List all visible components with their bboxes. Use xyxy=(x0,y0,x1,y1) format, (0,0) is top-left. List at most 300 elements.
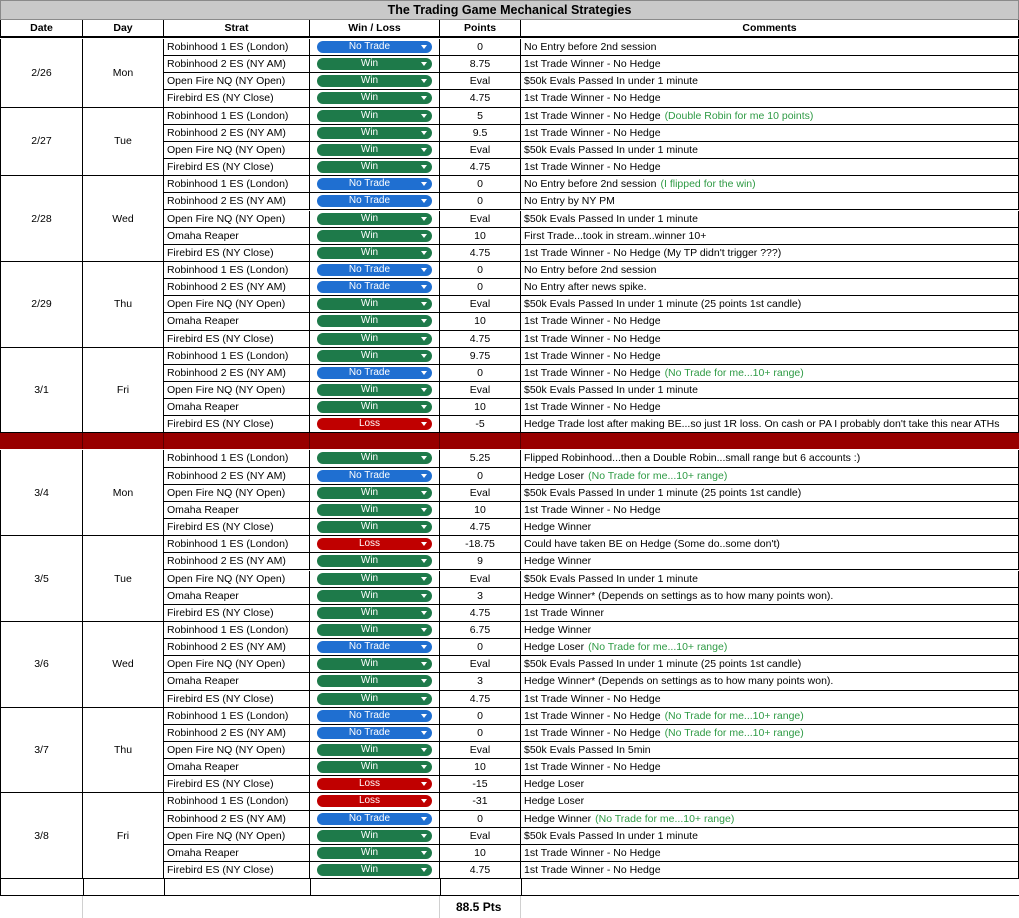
chevron-down-icon xyxy=(421,251,427,255)
status-label: Win xyxy=(360,658,379,670)
points-cell: Eval xyxy=(440,656,521,673)
comment-cell xyxy=(521,793,1019,810)
comment-cell xyxy=(521,845,1019,862)
comment-cell xyxy=(521,176,1019,193)
comment-text: Hedge Trade lost after making BE...so just 1R loss. On cash or PA I probably don't take this near ATHs xyxy=(524,418,1000,431)
status-label: No Trade xyxy=(348,263,391,275)
win-loss-cell xyxy=(310,811,440,828)
win-loss-cell xyxy=(310,331,440,348)
win-loss-cell xyxy=(310,502,440,519)
status-dropdown[interactable] xyxy=(317,367,432,379)
status-dropdown[interactable] xyxy=(317,658,432,670)
comment-text: Hedge Loser xyxy=(524,641,585,654)
date-cell: 3/7 xyxy=(0,708,83,794)
points-cell: 0 xyxy=(440,39,521,56)
status-label: Win xyxy=(360,246,379,258)
strat-cell: Firebird ES (NY Close) xyxy=(164,519,310,536)
comment-text: 1st Trade Winner - No Hedge xyxy=(524,864,661,877)
chevron-down-icon xyxy=(421,628,427,632)
comment-note: (No Trade for me...10+ range) xyxy=(595,812,735,825)
comment-text: 1st Trade Winner xyxy=(524,606,604,619)
day-cell: Thu xyxy=(83,708,164,794)
date-cell: 2/28 xyxy=(0,176,83,262)
win-loss-cell xyxy=(310,228,440,245)
strat-cell: Robinhood 1 ES (London) xyxy=(164,622,310,639)
status-label: Win xyxy=(360,58,379,70)
points-cell: 4.75 xyxy=(440,519,521,536)
points-cell: 3 xyxy=(440,588,521,605)
status-label: Win xyxy=(360,555,379,567)
comment-text: No Entry after news spike. xyxy=(524,281,647,294)
chevron-down-icon xyxy=(421,148,427,152)
comment-note: (I flipped for the win) xyxy=(660,178,756,191)
win-loss-cell xyxy=(310,108,440,125)
strat-cell: Robinhood 2 ES (NY AM) xyxy=(164,725,310,742)
status-label: Win xyxy=(360,349,379,361)
points-cell: 6.75 xyxy=(440,622,521,639)
strat-cell: Firebird ES (NY Close) xyxy=(164,159,310,176)
win-loss-cell xyxy=(310,245,440,262)
chevron-down-icon xyxy=(421,559,427,563)
strat-cell: Omaha Reaper xyxy=(164,845,310,862)
status-dropdown[interactable] xyxy=(317,847,432,859)
points-cell: Eval xyxy=(440,485,521,502)
status-dropdown[interactable] xyxy=(317,75,432,87)
status-dropdown[interactable] xyxy=(317,247,432,259)
comment-text: No Entry before 2nd session xyxy=(524,178,657,191)
status-dropdown[interactable] xyxy=(317,401,432,413)
chevron-down-icon xyxy=(421,697,427,701)
chevron-down-icon xyxy=(421,851,427,855)
status-dropdown[interactable] xyxy=(317,487,432,499)
date-cell: 3/5 xyxy=(0,536,83,622)
win-loss-cell xyxy=(310,639,440,656)
status-label: Win xyxy=(360,589,379,601)
status-dropdown[interactable] xyxy=(317,830,432,842)
win-loss-cell xyxy=(310,176,440,193)
separator-gridline xyxy=(309,433,310,449)
comment-cell xyxy=(521,571,1019,588)
chevron-down-icon xyxy=(421,388,427,392)
comment-text: First Trade...took in stream..winner 10+ xyxy=(524,229,707,242)
win-loss-cell xyxy=(310,365,440,382)
status-label: No Trade xyxy=(348,41,391,52)
chevron-down-icon xyxy=(421,199,427,203)
chevron-down-icon xyxy=(421,508,427,512)
strat-cell: Robinhood 1 ES (London) xyxy=(164,39,310,56)
status-dropdown[interactable] xyxy=(317,538,432,550)
win-loss-cell xyxy=(310,656,440,673)
comment-cell xyxy=(521,399,1019,416)
points-cell: -18.75 xyxy=(440,536,521,553)
chevron-down-icon xyxy=(421,371,427,375)
status-label: Win xyxy=(360,744,379,755)
comment-text: 1st Trade Winner - No Hedge xyxy=(524,726,661,739)
date-cell: 3/1 xyxy=(0,348,83,434)
chevron-down-icon xyxy=(421,817,427,821)
status-label: No Trade xyxy=(348,812,391,824)
status-dropdown[interactable] xyxy=(317,41,432,53)
points-cell: Eval xyxy=(440,142,521,159)
win-loss-cell xyxy=(310,485,440,502)
chevron-down-icon xyxy=(421,114,427,118)
chevron-down-icon xyxy=(421,319,427,323)
points-cell: Eval xyxy=(440,828,521,845)
comment-cell xyxy=(521,450,1019,467)
chevron-down-icon xyxy=(421,131,427,135)
separator-gridline xyxy=(439,433,440,449)
strat-cell: Robinhood 1 ES (London) xyxy=(164,793,310,810)
chevron-down-icon xyxy=(421,45,427,49)
status-dropdown[interactable] xyxy=(317,675,432,687)
comment-text: $50k Evals Passed In under 1 minute xyxy=(524,75,698,88)
strat-cell: Robinhood 1 ES (London) xyxy=(164,176,310,193)
chevron-down-icon xyxy=(421,405,427,409)
points-cell: Eval xyxy=(440,73,521,90)
comment-cell xyxy=(521,348,1019,365)
gridline xyxy=(82,896,83,918)
comment-text: Hedge Winner xyxy=(524,812,592,825)
status-dropdown[interactable] xyxy=(317,418,432,430)
strat-cell: Omaha Reaper xyxy=(164,313,310,330)
status-dropdown[interactable] xyxy=(317,555,432,567)
chevron-down-icon xyxy=(421,782,427,786)
day-cell: Wed xyxy=(83,622,164,708)
win-loss-cell xyxy=(310,56,440,73)
strat-cell: Open Fire NQ (NY Open) xyxy=(164,382,310,399)
comment-note: (Double Robin for me 10 points) xyxy=(664,109,814,122)
status-label: Win xyxy=(360,315,379,327)
comment-cell xyxy=(521,90,1019,107)
points-cell: Eval xyxy=(440,211,521,228)
status-label: Win xyxy=(360,298,379,310)
status-dropdown[interactable] xyxy=(317,58,432,70)
total-row xyxy=(0,896,1019,918)
points-cell: 0 xyxy=(440,279,521,296)
chevron-down-icon xyxy=(421,714,427,718)
comment-cell xyxy=(521,502,1019,519)
status-dropdown[interactable] xyxy=(317,230,432,242)
status-dropdown[interactable] xyxy=(317,607,432,619)
comment-cell xyxy=(521,142,1019,159)
status-dropdown[interactable] xyxy=(317,813,432,825)
strat-cell: Robinhood 1 ES (London) xyxy=(164,262,310,279)
strat-cell: Firebird ES (NY Close) xyxy=(164,416,310,433)
status-label: Loss xyxy=(358,538,381,550)
strat-cell: Robinhood 1 ES (London) xyxy=(164,108,310,125)
points-cell: 5.25 xyxy=(440,450,521,467)
status-label: No Trade xyxy=(348,469,391,481)
status-dropdown[interactable] xyxy=(317,333,432,345)
comment-cell xyxy=(521,245,1019,262)
status-label: Win xyxy=(360,92,379,104)
status-dropdown[interactable] xyxy=(317,178,432,190)
status-label: Win xyxy=(360,572,379,584)
sheet-title: The Trading Game Mechanical Strategies xyxy=(0,0,1019,20)
points-cell: 10 xyxy=(440,228,521,245)
strat-cell: Open Fire NQ (NY Open) xyxy=(164,571,310,588)
strat-cell: Robinhood 2 ES (NY AM) xyxy=(164,468,310,485)
strat-cell: Omaha Reaper xyxy=(164,399,310,416)
status-label: No Trade xyxy=(348,281,391,293)
status-dropdown[interactable] xyxy=(317,521,432,533)
win-loss-cell xyxy=(310,759,440,776)
win-loss-cell xyxy=(310,399,440,416)
comment-note: (No Trade for me...10+ range) xyxy=(664,726,804,739)
comment-note: (No Trade for me...10+ range) xyxy=(588,641,728,654)
comment-note: (No Trade for me...10+ range) xyxy=(664,709,804,722)
comment-cell xyxy=(521,56,1019,73)
strat-cell: Open Fire NQ (NY Open) xyxy=(164,73,310,90)
day-cell: Wed xyxy=(83,176,164,262)
status-dropdown[interactable] xyxy=(317,573,432,585)
win-loss-cell xyxy=(310,416,440,433)
status-dropdown[interactable] xyxy=(317,761,432,773)
status-dropdown[interactable] xyxy=(317,384,432,396)
chevron-down-icon xyxy=(421,285,427,289)
strat-cell: Firebird ES (NY Close) xyxy=(164,691,310,708)
strat-cell: Omaha Reaper xyxy=(164,588,310,605)
win-loss-cell xyxy=(310,313,440,330)
status-dropdown[interactable] xyxy=(317,195,432,207)
strat-cell: Robinhood 1 ES (London) xyxy=(164,348,310,365)
win-loss-cell xyxy=(310,776,440,793)
status-dropdown[interactable] xyxy=(317,470,432,482)
comment-cell xyxy=(521,39,1019,56)
status-dropdown[interactable] xyxy=(317,778,432,790)
comment-cell xyxy=(521,125,1019,142)
status-dropdown[interactable] xyxy=(317,590,432,602)
status-dropdown[interactable] xyxy=(317,298,432,310)
date-cell: 3/6 xyxy=(0,622,83,708)
chevron-down-icon xyxy=(421,217,427,221)
points-cell: 0 xyxy=(440,468,521,485)
comment-cell xyxy=(521,811,1019,828)
day-cell: Fri xyxy=(83,348,164,434)
comment-text: $50k Evals Passed In under 1 minute xyxy=(524,829,698,842)
points-cell: 10 xyxy=(440,759,521,776)
status-label: No Trade xyxy=(348,726,391,738)
strat-cell: Robinhood 1 ES (London) xyxy=(164,708,310,725)
strat-cell: Firebird ES (NY Close) xyxy=(164,90,310,107)
points-cell: 10 xyxy=(440,845,521,862)
strat-cell: Robinhood 2 ES (NY AM) xyxy=(164,365,310,382)
comment-cell xyxy=(521,862,1019,879)
status-label: Win xyxy=(360,846,379,858)
comment-note: (No Trade for me...10+ range) xyxy=(664,366,804,379)
status-dropdown[interactable] xyxy=(317,127,432,139)
comment-text: $50k Evals Passed In under 1 minute (25 points 1st candle) xyxy=(524,486,802,499)
status-dropdown[interactable] xyxy=(317,92,432,104)
win-loss-cell xyxy=(310,845,440,862)
status-dropdown[interactable] xyxy=(317,624,432,636)
strat-cell: Firebird ES (NY Close) xyxy=(164,245,310,262)
status-label: No Trade xyxy=(348,195,391,207)
strat-cell: Robinhood 2 ES (NY AM) xyxy=(164,193,310,210)
points-cell: 4.75 xyxy=(440,862,521,879)
separator-gridline xyxy=(520,433,521,449)
strat-cell: Robinhood 2 ES (NY AM) xyxy=(164,553,310,570)
status-dropdown[interactable] xyxy=(317,350,432,362)
win-loss-cell xyxy=(310,519,440,536)
comment-cell xyxy=(521,622,1019,639)
comment-cell xyxy=(521,639,1019,656)
win-loss-cell xyxy=(310,193,440,210)
chevron-down-icon xyxy=(421,525,427,529)
chevron-down-icon xyxy=(421,422,427,426)
strat-cell: Open Fire NQ (NY Open) xyxy=(164,296,310,313)
win-loss-cell xyxy=(310,211,440,228)
points-cell: 4.75 xyxy=(440,605,521,622)
comment-text: Hedge Winner xyxy=(524,623,592,636)
points-cell: 0 xyxy=(440,193,521,210)
comment-text: 1st Trade Winner - No Hedge xyxy=(524,315,661,328)
points-cell: 0 xyxy=(440,176,521,193)
comment-text: Flipped Robinhood...then a Double Robin...small range but 6 accounts :) xyxy=(524,452,861,465)
status-dropdown[interactable] xyxy=(317,452,432,464)
comment-text: Hedge Winner* (Depends on settings as to how many points won). xyxy=(524,675,834,688)
chevron-down-icon xyxy=(421,62,427,66)
win-loss-cell xyxy=(310,708,440,725)
status-dropdown[interactable] xyxy=(317,315,432,327)
points-cell: 0 xyxy=(440,811,521,828)
gridline xyxy=(83,879,84,895)
comment-text: 1st Trade Winner - No Hedge xyxy=(524,846,661,859)
status-dropdown[interactable] xyxy=(317,641,432,653)
win-loss-cell xyxy=(310,588,440,605)
win-loss-cell xyxy=(310,862,440,879)
chevron-down-icon xyxy=(421,594,427,598)
chevron-down-icon xyxy=(421,834,427,838)
comment-text: No Entry by NY PM xyxy=(524,195,615,208)
status-label: Loss xyxy=(358,418,381,430)
comment-cell xyxy=(521,159,1019,176)
comment-text: Hedge Winner* (Depends on settings as to how many points won). xyxy=(524,589,834,602)
points-cell: 9.5 xyxy=(440,125,521,142)
status-label: Win xyxy=(360,503,379,515)
comment-text: No Entry before 2nd session xyxy=(524,41,657,53)
status-label: Win xyxy=(360,384,379,395)
header-comments: Comments xyxy=(521,20,1019,38)
strat-cell: Open Fire NQ (NY Open) xyxy=(164,142,310,159)
comment-cell xyxy=(521,691,1019,708)
points-cell: 4.75 xyxy=(440,331,521,348)
comment-cell xyxy=(521,588,1019,605)
chevron-down-icon xyxy=(421,748,427,752)
win-loss-cell xyxy=(310,622,440,639)
win-loss-cell xyxy=(310,673,440,690)
status-dropdown[interactable] xyxy=(317,264,432,276)
date-cell: 2/26 xyxy=(0,39,83,108)
strat-cell: Open Fire NQ (NY Open) xyxy=(164,211,310,228)
comment-cell xyxy=(521,553,1019,570)
points-cell: 10 xyxy=(440,399,521,416)
status-dropdown[interactable] xyxy=(317,693,432,705)
chevron-down-icon xyxy=(421,542,427,546)
status-label: Win xyxy=(360,521,379,533)
comment-text: 1st Trade Winner - No Hedge xyxy=(524,92,661,105)
status-dropdown[interactable] xyxy=(317,864,432,876)
status-label: Win xyxy=(360,452,379,464)
day-cell: Mon xyxy=(83,39,164,108)
comment-cell xyxy=(521,485,1019,502)
comment-text: 1st Trade Winner - No Hedge xyxy=(524,161,661,174)
status-label: No Trade xyxy=(348,709,391,721)
gridline xyxy=(520,896,521,918)
status-label: No Trade xyxy=(348,641,391,653)
comment-cell xyxy=(521,108,1019,125)
status-dropdown[interactable] xyxy=(317,710,432,722)
win-loss-cell xyxy=(310,39,440,56)
status-dropdown[interactable] xyxy=(317,795,432,807)
status-label: Win xyxy=(360,126,379,138)
comment-cell xyxy=(521,656,1019,673)
strat-cell: Robinhood 2 ES (NY AM) xyxy=(164,811,310,828)
comment-text: $50k Evals Passed In under 1 minute xyxy=(524,143,698,156)
comment-cell xyxy=(521,605,1019,622)
comment-cell xyxy=(521,468,1019,485)
status-dropdown[interactable] xyxy=(317,281,432,293)
chevron-down-icon xyxy=(421,611,427,615)
win-loss-cell xyxy=(310,742,440,759)
win-loss-cell xyxy=(310,279,440,296)
status-label: Win xyxy=(360,864,379,876)
comment-text: 1st Trade Winner - No Hedge xyxy=(524,761,661,774)
points-cell: -15 xyxy=(440,776,521,793)
status-label: Win xyxy=(360,486,379,498)
status-dropdown[interactable] xyxy=(317,504,432,516)
comment-cell xyxy=(521,313,1019,330)
status-dropdown[interactable] xyxy=(317,144,432,156)
comment-text: 1st Trade Winner - No Hedge (My TP didn't trigger ???) xyxy=(524,246,782,259)
chevron-down-icon xyxy=(421,456,427,460)
strat-cell: Open Fire NQ (NY Open) xyxy=(164,828,310,845)
points-cell: 4.75 xyxy=(440,691,521,708)
comment-text: 1st Trade Winner - No Hedge xyxy=(524,366,661,379)
comment-text: 1st Trade Winner - No Hedge xyxy=(524,692,661,705)
comment-text: Hedge Winner xyxy=(524,521,592,534)
status-label: Loss xyxy=(358,795,381,807)
status-dropdown[interactable] xyxy=(317,744,432,756)
comment-text: $50k Evals Passed In under 1 minute xyxy=(524,384,698,396)
status-label: No Trade xyxy=(348,178,391,190)
chevron-down-icon xyxy=(421,354,427,358)
strat-cell: Robinhood 2 ES (NY AM) xyxy=(164,639,310,656)
comment-cell xyxy=(521,759,1019,776)
status-label: Win xyxy=(360,692,379,704)
comment-cell xyxy=(521,536,1019,553)
chevron-down-icon xyxy=(421,799,427,803)
date-cell: 3/8 xyxy=(0,793,83,879)
status-dropdown[interactable] xyxy=(317,213,432,225)
gridline xyxy=(310,879,311,895)
week-separator xyxy=(0,433,1019,449)
status-dropdown[interactable] xyxy=(317,161,432,173)
chevron-down-icon xyxy=(421,96,427,100)
comment-cell xyxy=(521,211,1019,228)
comment-cell xyxy=(521,262,1019,279)
status-dropdown[interactable] xyxy=(317,110,432,122)
chevron-down-icon xyxy=(421,765,427,769)
status-dropdown[interactable] xyxy=(317,727,432,739)
header-strat: Strat xyxy=(164,20,310,38)
chevron-down-icon xyxy=(421,679,427,683)
strat-cell: Robinhood 1 ES (London) xyxy=(164,450,310,467)
points-cell: 9.75 xyxy=(440,348,521,365)
status-label: Win xyxy=(360,606,379,618)
separator-gridline xyxy=(82,433,83,449)
chevron-down-icon xyxy=(421,474,427,478)
